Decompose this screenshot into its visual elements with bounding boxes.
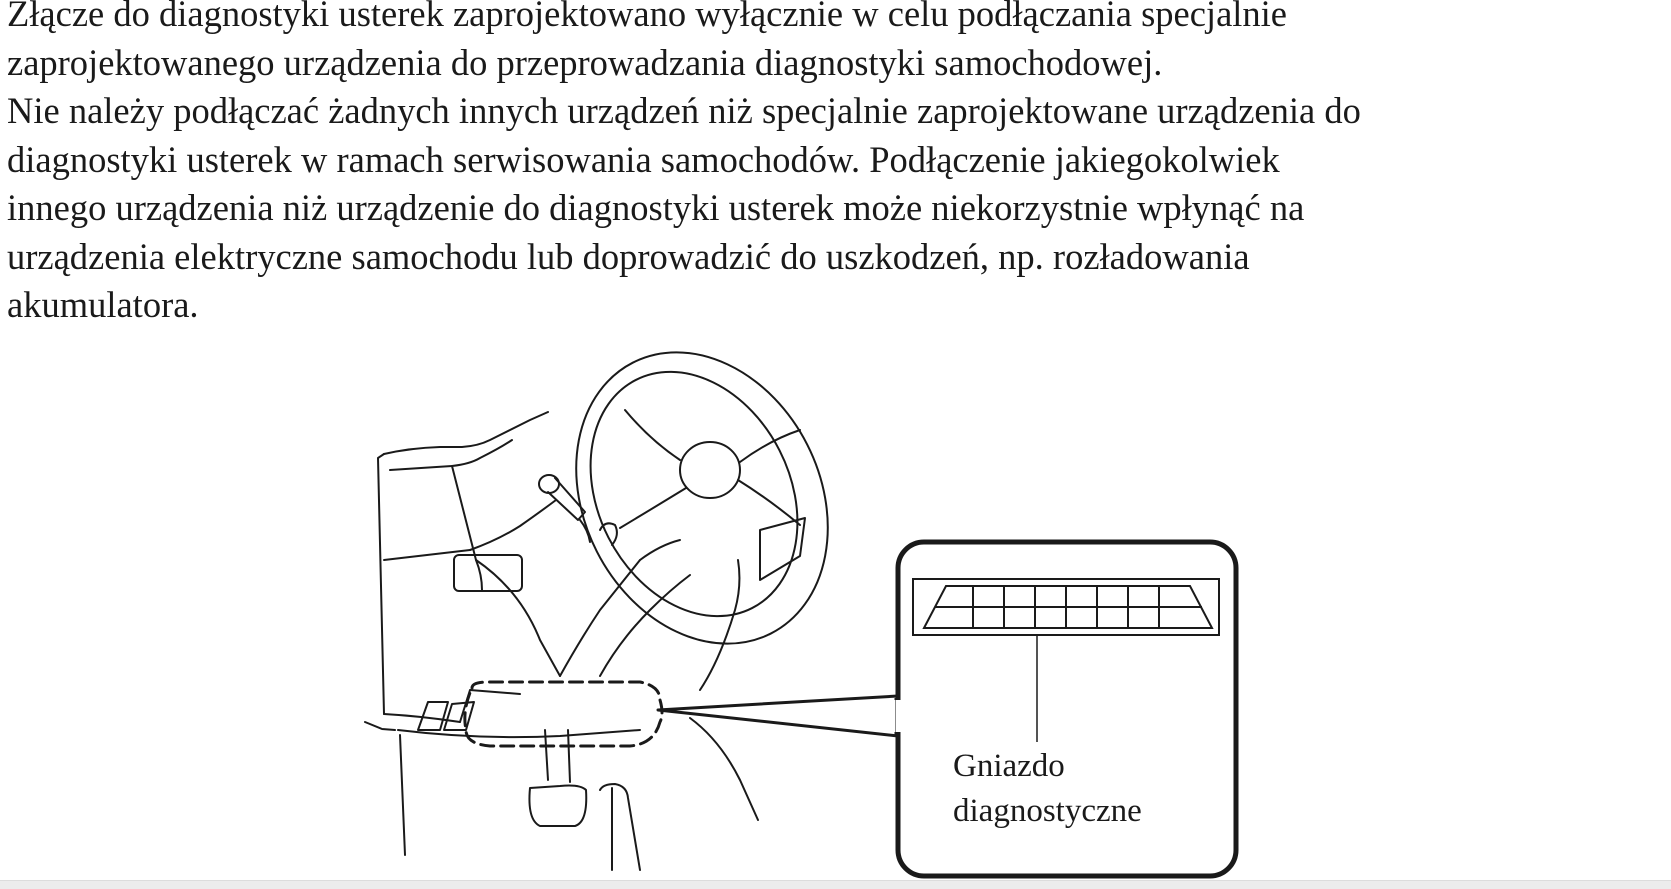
text-line: diagnostyki usterek w ramach serwisowania samochodów. Podłączenie jakiegokolwiek — [7, 138, 1280, 180]
text-line: Złącze do diagnostyki usterek zaprojektowano wyłącznie w celu podłączania specjalnie — [7, 0, 1287, 34]
text-line: zaprojektowanego urządzenia do przeprowadzania diagnostyki samochodowej. — [7, 41, 1163, 83]
callout-pointer — [658, 696, 898, 736]
dashboard-outline — [365, 412, 758, 820]
steering-wheel — [528, 309, 876, 687]
pedals — [529, 730, 640, 870]
text-line: innego urządzenia niż urządzenie do diagnostyki usterek może niekorzystnie wpłynąć na — [7, 187, 1305, 228]
text-line: akumulatora. — [7, 284, 199, 325]
callout-label-line1: Gniazdo — [953, 748, 1065, 784]
text-line: urządzenia elektryczne samochodu lub doprowadzić do uszkodzeń, np. rozładowania — [7, 235, 1250, 277]
lower-dash-line — [398, 730, 640, 737]
side-panel-line — [400, 735, 405, 855]
text-line: Nie należy podłączać żadnych innych urządzeń niż specjalnie zaprojektowane urządzenia do — [7, 90, 1361, 131]
callout-label-line2: diagnostyczne — [953, 793, 1142, 829]
bottom-edge-bar — [0, 880, 1671, 889]
